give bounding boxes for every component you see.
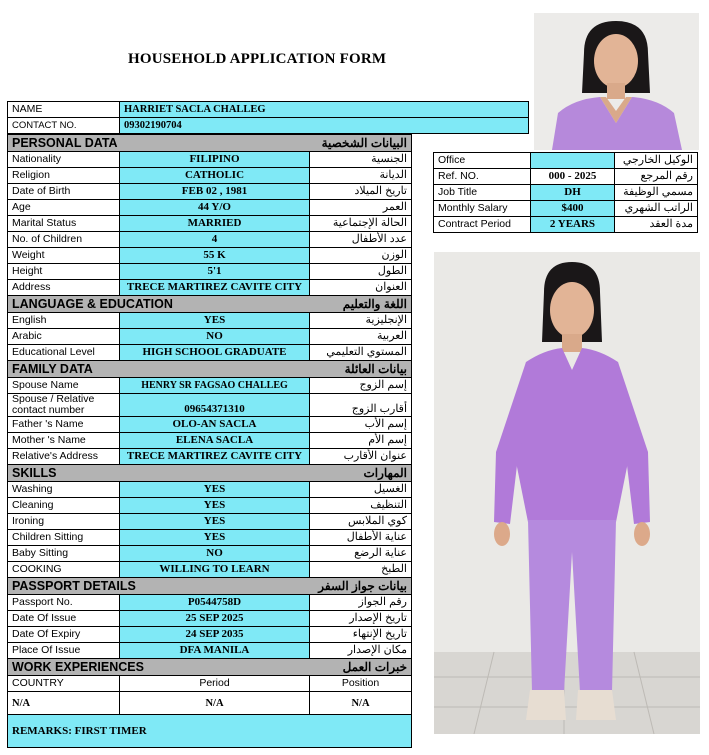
row-address: Address TRECE MARTIREZ CAVITE CITY العنوان: [8, 280, 412, 296]
row-religion: Religion CATHOLIC الديانة: [8, 168, 412, 184]
row-place-issue: Place Of Issue DFA MANILA مكان الإصدار: [8, 643, 412, 659]
row-age: Age 44 Y/O العمر: [8, 200, 412, 216]
row-washing: Washing YES الغسيل: [8, 482, 412, 498]
row-height: Height 5'1 الطول: [8, 264, 412, 280]
row-job-title: Job Title DH مسمي الوظيفة: [434, 185, 698, 201]
remarks-row: REMARKS: FIRST TIMER: [8, 715, 412, 748]
section-passport: PASSPORT DETAILS بيانات جواز السفر: [8, 578, 412, 595]
section-language: LANGUAGE & EDUCATION اللغة والتعليم: [8, 296, 412, 313]
row-education: Educational Level HIGH SCHOOL GRADUATE المستوي التعليمي: [8, 345, 412, 361]
row-cleaning: Cleaning YES التنظيف: [8, 498, 412, 514]
row-mother: Mother 's Name ELENA SACLA إسم الأم: [8, 433, 412, 449]
row-relative-contact: Spouse / Relative contact number 09654371310 أقارب الزوج: [8, 394, 412, 417]
section-family: FAMILY DATA بيانات العائلة: [8, 361, 412, 378]
section-skills: SKILLS المهارات: [8, 465, 412, 482]
row-salary: Monthly Salary $400 الراتب الشهري: [434, 201, 698, 217]
row-ref-no: Ref. NO. 000 - 2025 رقم المرجع: [434, 169, 698, 185]
row-children-sitting: Children Sitting YES عناية الأطفال: [8, 530, 412, 546]
row-dob: Date of Birth FEB 02 , 1981 تاريخ الميلاد: [8, 184, 412, 200]
work-data-row: N/A N/A N/A: [8, 692, 412, 715]
work-header-row: COUNTRY Period Position: [8, 676, 412, 692]
office-table: [433, 152, 698, 233]
row-relative-address: Relative's Address TRECE MARTIREZ CAVITE CITY عنوان الأقارب: [8, 449, 412, 465]
contact-value: 09302190704: [120, 118, 529, 134]
section-work: WORK EXPERIENCES خبرات العمل: [8, 659, 412, 676]
row-english: English YES الإنجليزية: [8, 313, 412, 329]
main-form-table: [7, 134, 412, 748]
contact-label: CONTACT NO.: [8, 118, 120, 134]
row-passport-no: Passport No. P0544758D رقم الجواز: [8, 595, 412, 611]
form-title: HOUSEHOLD APPLICATION FORM: [128, 51, 387, 67]
row-contract: Contract Period 2 YEARS مدة العقد: [434, 217, 698, 233]
row-nationality: Nationality FILIPINO الجنسية: [8, 152, 412, 168]
row-arabic: Arabic NO العربية: [8, 329, 412, 345]
row-father: Father 's Name OLO-AN SACLA إسم الأب: [8, 417, 412, 433]
row-cooking: COOKING WILLING TO LEARN الطبخ: [8, 562, 412, 578]
portrait-photo: [534, 13, 699, 150]
row-children: No. of Children 4 عدد الأطفال: [8, 232, 412, 248]
full-body-photo: [434, 252, 700, 734]
row-ironing: Ironing YES كوي الملابس: [8, 514, 412, 530]
row-spouse: Spouse Name HENRY SR FAGSAO CHALLEG إسم الزوج: [8, 378, 412, 394]
header-table: [7, 101, 529, 134]
row-office: Office الوكيل الخارجي: [434, 153, 698, 169]
section-personal: PERSONAL DATA البيانات الشخصية: [8, 135, 412, 152]
row-weight: Weight 55 K الوزن: [8, 248, 412, 264]
row-date-issue: Date Of Issue 25 SEP 2025 تاريخ الإصدار: [8, 611, 412, 627]
row-date-expiry: Date Of Expiry 24 SEP 2035 تاريخ الإنتهاء: [8, 627, 412, 643]
row-baby-sitting: Baby Sitting NO عناية الرضع: [8, 546, 412, 562]
name-value: HARRIET SACLA CHALLEG: [120, 102, 529, 118]
name-label: NAME: [8, 102, 120, 118]
row-marital: Marital Status MARRIED الحالة الإجتماعية: [8, 216, 412, 232]
